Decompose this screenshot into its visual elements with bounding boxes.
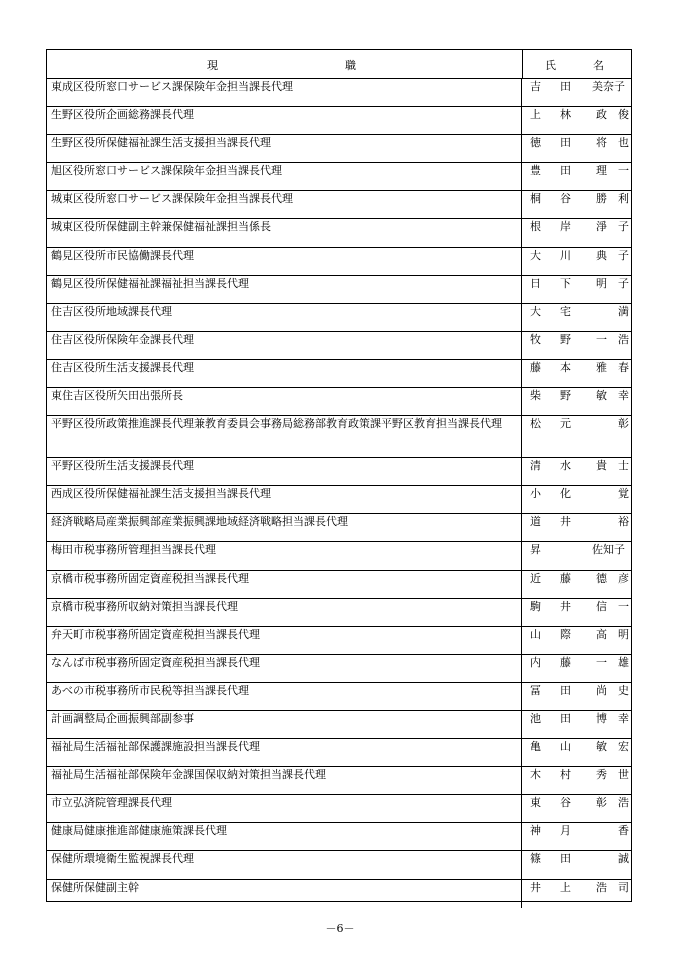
name-part: 冨: [530, 683, 541, 697]
name-part: 司: [618, 880, 629, 894]
name-cell: [522, 107, 631, 134]
header-name-char-2: 名: [593, 59, 604, 72]
position-cell: 保健所保健副主幹: [47, 880, 522, 908]
position-cell: 健康局健康推進部健康施策課長代理: [47, 823, 522, 850]
name-part: 利: [618, 192, 629, 206]
name-cell: [522, 599, 631, 626]
name-part: 信: [596, 599, 607, 613]
position-cell: 東成区役所窓口サービス課保険年金担当課長代理: [47, 79, 522, 106]
table-row: [47, 571, 631, 599]
name-cell: [522, 739, 631, 766]
name-part: 吉: [530, 80, 541, 93]
name-part: 宏: [618, 740, 629, 754]
name-part: 篠: [530, 852, 541, 866]
position-cell: 市立弘済院管理課長代理: [47, 795, 522, 822]
table-row: [47, 416, 631, 458]
position-cell: 生野区役所企画総務課長代理: [47, 107, 522, 134]
position-cell: 梅田市税事務所管理担当課長代理: [47, 542, 522, 569]
table-row: [47, 851, 631, 879]
name-cell: [522, 191, 631, 218]
table-row: [47, 823, 631, 851]
name-part: 明: [618, 627, 629, 641]
name-part: 山: [560, 740, 571, 754]
position-cell: 京橋市税事務所収納対策担当課長代理: [47, 599, 522, 626]
table-row: [47, 711, 631, 739]
table-body: [47, 79, 631, 908]
name-part: 大: [530, 248, 541, 262]
name-part: 一: [618, 599, 629, 613]
name-part: 際: [560, 627, 571, 641]
name-part: 勝: [596, 192, 607, 206]
position-cell: あべの市税事務所市民税等担当課長代理: [47, 683, 522, 710]
table-row: [47, 79, 631, 107]
name-part: 德: [596, 571, 607, 585]
table-row: [47, 599, 631, 627]
header-position-char-1: 現: [207, 59, 218, 72]
name-part: 元: [560, 417, 571, 431]
name-part: 田: [560, 80, 571, 93]
name-part: 幸: [618, 711, 629, 725]
table-row: [47, 276, 631, 304]
name-part: 史: [618, 683, 629, 697]
name-part: 浩: [618, 332, 629, 346]
name-cell: [522, 458, 631, 485]
table-row: [47, 191, 631, 219]
name-part: 内: [530, 655, 541, 669]
name-part: 月: [560, 824, 571, 838]
position-cell: 城東区役所保健副主幹兼保健福祉課担当係長: [47, 219, 522, 246]
name-part: 桐: [530, 192, 541, 206]
name-part: 道: [530, 515, 541, 529]
name-part: 誠: [618, 852, 629, 866]
name-cell: [522, 79, 631, 106]
name-part: 貴: [596, 459, 607, 473]
position-cell: 西成区役所保健福祉課生活支援担当課長代理: [47, 486, 522, 513]
name-cell: [522, 304, 631, 331]
name-part: 彰: [596, 796, 607, 810]
name-part: 豊: [530, 164, 541, 178]
table-row: [47, 486, 631, 514]
name-cell: [522, 627, 631, 654]
name-part: 井: [530, 880, 541, 894]
name-part: 下: [560, 276, 571, 290]
name-part: 一: [618, 164, 629, 178]
name-part: 徳: [530, 136, 541, 150]
name-part: 松: [530, 417, 541, 431]
name-part: 東: [530, 796, 541, 810]
position-cell: 鶴見区役所市民協働課長代理: [47, 248, 522, 275]
name-part: 覚: [618, 487, 629, 501]
position-cell: 鶴見区役所保健福祉課福祉担当課長代理: [47, 276, 522, 303]
name-part: 清: [530, 459, 541, 473]
name-part: 典: [596, 248, 607, 262]
name-part: 春: [618, 360, 629, 374]
name-part: 敏: [596, 389, 607, 403]
name-part: 尚: [596, 683, 607, 697]
position-cell: なんば市税事務所固定資産税担当課長代理: [47, 655, 522, 682]
name-part: 浩: [618, 796, 629, 810]
name-part: 野: [560, 389, 571, 403]
name-cell: [522, 388, 631, 415]
name-part: 谷: [560, 192, 571, 206]
position-cell: 保健所環境衛生監視課長代理: [47, 851, 522, 878]
position-cell: 福祉局生活福祉部保険年金課国保収納対策担当課長代理: [47, 767, 522, 794]
name-cell: [522, 135, 631, 162]
table-row: [47, 458, 631, 486]
name-part: 岸: [560, 220, 571, 234]
name-part: 村: [560, 768, 571, 782]
name-part: 高: [596, 627, 607, 641]
name-part: 田: [560, 164, 571, 178]
name-cell: [522, 571, 631, 598]
name-part: 田: [560, 683, 571, 697]
name-part: 俊: [618, 108, 629, 122]
name-part: 水: [560, 459, 571, 473]
name-cell: [522, 416, 631, 457]
header-name-char-1: 氏: [545, 59, 556, 72]
name-part: 木: [530, 768, 541, 782]
name-part: 幸: [618, 389, 629, 403]
name-part: 雅: [596, 360, 607, 374]
name-cell: [522, 276, 631, 303]
name-part: 彰: [618, 417, 629, 431]
table-row: [47, 388, 631, 416]
position-cell: 経済戦略局産業振興部産業振興課地域経済戦略担当課長代理: [47, 514, 522, 541]
name-part: 亀: [530, 740, 541, 754]
name-part: 敏: [596, 740, 607, 754]
name-part: 山: [530, 627, 541, 641]
table-row: [47, 135, 631, 163]
name-part: 大: [530, 304, 541, 318]
name-cell: [522, 880, 631, 908]
name-part: 昇: [530, 543, 541, 557]
name-part: 浩: [596, 880, 607, 894]
name-part: 世: [618, 768, 629, 782]
page-number: －6－: [325, 922, 355, 935]
table-row: [47, 795, 631, 823]
name-part: 日: [530, 276, 541, 290]
name-part: 小: [530, 487, 541, 501]
name-part: 化: [560, 487, 571, 501]
name-part: 田: [560, 136, 571, 150]
position-cell: 住吉区役所生活支援課長代理: [47, 360, 522, 387]
name-part: 牧: [530, 332, 541, 346]
name-part: 本: [560, 360, 571, 374]
position-cell: 東住吉区役所矢田出張所長: [47, 388, 522, 415]
name-cell: [522, 767, 631, 794]
name-part: 明: [596, 276, 607, 290]
name-cell: [522, 332, 631, 359]
position-cell: 住吉区役所地域課長代理: [47, 304, 522, 331]
name-part: 田: [560, 711, 571, 725]
table-row: [47, 248, 631, 276]
header-position: [47, 50, 523, 78]
position-cell: 計画調整局企画振興部副参事: [47, 711, 522, 738]
position-cell: 城東区役所窓口サービス課保険年金担当課長代理: [47, 191, 522, 218]
name-part: 駒: [530, 599, 541, 613]
name-cell: [522, 711, 631, 738]
name-part: 香: [618, 824, 629, 838]
position-cell: 福祉局生活福祉部保護課施設担当課長代理: [47, 739, 522, 766]
name-cell: [522, 542, 631, 569]
name-cell: [522, 219, 631, 246]
table-row: [47, 107, 631, 135]
name-part: 満: [618, 304, 629, 318]
position-cell: 住吉区役所保険年金課長代理: [47, 332, 522, 359]
name-part: 一: [596, 655, 607, 669]
header-position-char-2: 職: [345, 59, 356, 72]
name-part: 彦: [618, 571, 629, 585]
position-cell: 平野区役所政策推進課長代理兼教育委員会事務局総務部教育政策課平野区教育担当課長代理: [47, 416, 522, 457]
table-header: [47, 50, 631, 79]
position-cell: 弁天町市税事務所固定資産税担当課長代理: [47, 627, 522, 654]
table-row: [47, 739, 631, 767]
name-part: 上: [530, 108, 541, 122]
position-cell: 平野区役所生活支援課長代理: [47, 458, 522, 485]
name-part: 根: [530, 220, 541, 234]
name-part: 美奈子: [592, 80, 625, 93]
name-part: 藤: [560, 571, 571, 585]
name-cell: [522, 248, 631, 275]
name-cell: [522, 655, 631, 682]
name-part: 秀: [596, 768, 607, 782]
name-part: 子: [618, 248, 629, 262]
name-part: 田: [560, 852, 571, 866]
name-cell: [522, 851, 631, 878]
table-row: [47, 360, 631, 388]
table-row: [47, 219, 631, 247]
name-part: 上: [560, 880, 571, 894]
name-part: 雄: [618, 655, 629, 669]
position-cell: 京橋市税事務所固定資産税担当課長代理: [47, 571, 522, 598]
name-part: 子: [618, 220, 629, 234]
name-part: 佐知子: [592, 543, 625, 557]
name-part: 川: [560, 248, 571, 262]
name-part: 将: [596, 136, 607, 150]
name-part: 政: [596, 108, 607, 122]
name-part: 藤: [560, 655, 571, 669]
position-cell: 生野区役所保健福祉課生活支援担当課長代理: [47, 135, 522, 162]
header-name: [523, 50, 631, 78]
name-part: 近: [530, 571, 541, 585]
name-part: 一: [596, 332, 607, 346]
table-row: [47, 880, 631, 908]
name-part: 池: [530, 711, 541, 725]
table-row: [47, 767, 631, 795]
name-part: 淨: [596, 220, 607, 234]
name-part: 谷: [560, 796, 571, 810]
table-row: [47, 542, 631, 570]
name-cell: [522, 163, 631, 190]
name-part: 藤: [530, 360, 541, 374]
table-row: [47, 683, 631, 711]
name-part: 裕: [618, 515, 629, 529]
table-row: [47, 304, 631, 332]
name-part: 宅: [560, 304, 571, 318]
name-part: 柴: [530, 389, 541, 403]
name-cell: [522, 360, 631, 387]
name-cell: [522, 823, 631, 850]
table-row: [47, 332, 631, 360]
name-part: 林: [560, 108, 571, 122]
table-row: [47, 514, 631, 542]
name-part: 井: [560, 599, 571, 613]
name-part: 理: [596, 164, 607, 178]
name-cell: [522, 795, 631, 822]
name-cell: [522, 486, 631, 513]
name-part: 井: [560, 515, 571, 529]
position-cell: 旭区役所窓口サービス課保険年金担当課長代理: [47, 163, 522, 190]
personnel-table: [46, 49, 632, 902]
table-row: [47, 655, 631, 683]
name-part: 野: [560, 332, 571, 346]
name-part: 子: [618, 276, 629, 290]
name-part: 士: [618, 459, 629, 473]
table-row: [47, 627, 631, 655]
name-part: 博: [596, 711, 607, 725]
name-cell: [522, 514, 631, 541]
name-part: 也: [618, 136, 629, 150]
name-cell: [522, 683, 631, 710]
table-row: [47, 163, 631, 191]
name-part: 神: [530, 824, 541, 838]
